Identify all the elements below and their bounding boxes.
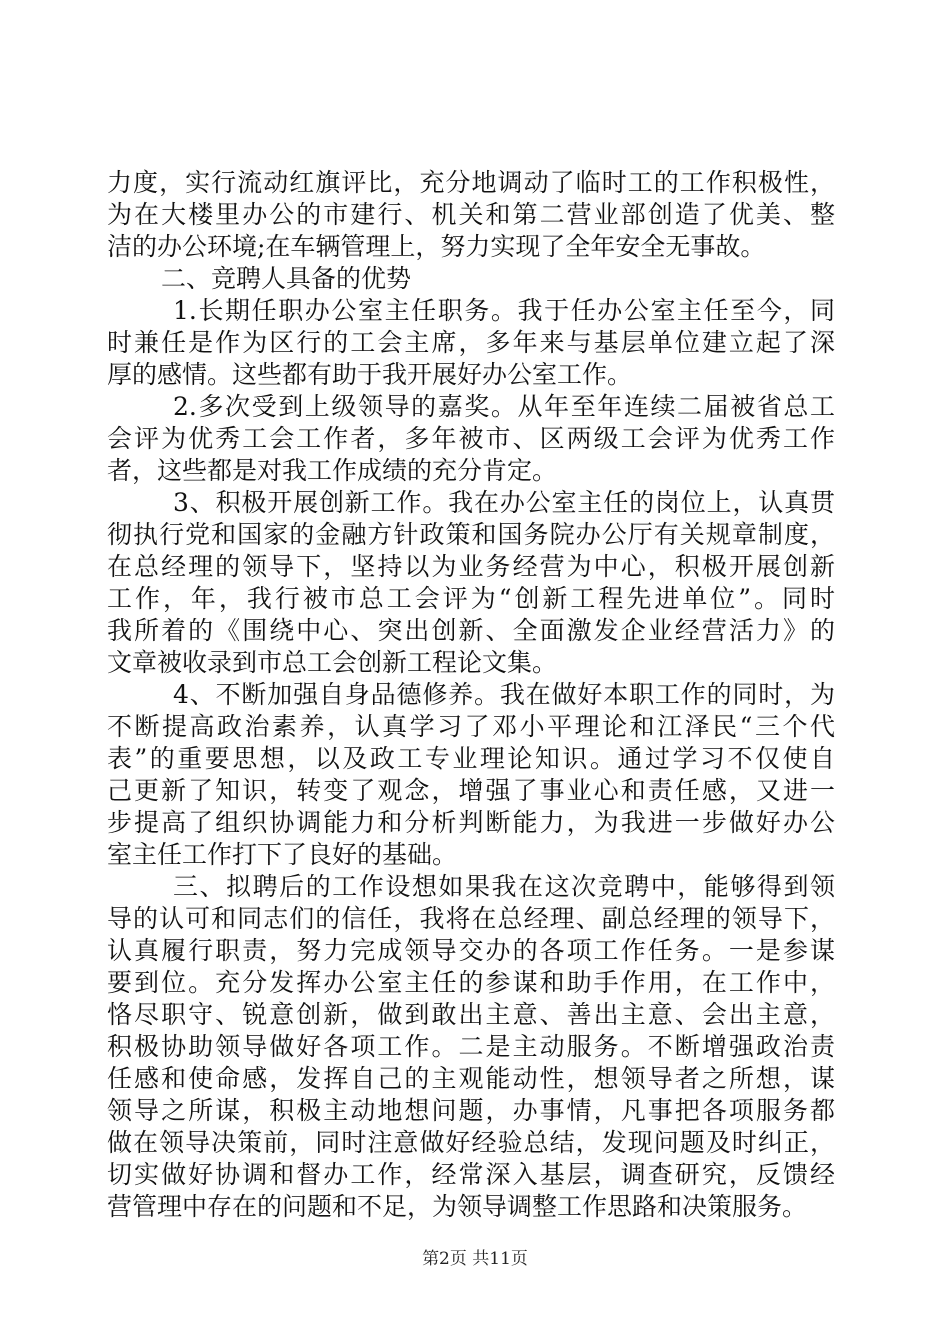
text-line: 己更新了知识，转变了观念，增强了事业心和责任感，又进一 — [107, 776, 835, 805]
text-line: 会评为优秀工会工作者，多年被市、区两级工会评为优秀工作 — [107, 424, 835, 453]
paragraph — [107, 679, 835, 871]
text-line: 彻执行党和国家的金融方针政策和国务院办公厅有关规章制度， — [107, 520, 835, 549]
paragraph — [107, 263, 835, 295]
text-line: 恪尽职守、锐意创新，做到敢出主意、善出主意、会出主意， — [107, 1000, 835, 1029]
document-body — [107, 167, 835, 1223]
text-line: 室主任工作打下了良好的基础。 — [107, 840, 458, 869]
text-line: 我所着的《围绕中心、突出创新、全面激发企业经营活力》的 — [107, 616, 835, 645]
text-line: 在总经理的领导下，坚持以为业务经营为中心，积极开展创新 — [107, 552, 835, 581]
page-footer — [0, 1244, 950, 1269]
text-line: 切实做好协调和督办工作，经常深入基层，调查研究，反馈经 — [107, 1160, 835, 1189]
paragraph — [107, 391, 835, 487]
text-line: 4、不断加强自身品德修养。我在做好本职工作的同时，为 — [173, 680, 835, 709]
text-line: 要到位。充分发挥办公室主任的参谋和助手作用，在工作中， — [107, 968, 835, 997]
text-line: 力度，实行流动红旗评比，充分地调动了临时工的工作积极性， — [107, 168, 835, 197]
text-line: 3、积极开展创新工作。我在办公室主任的岗位上，认真贯 — [173, 488, 835, 517]
text-line: 工作，年，我行被市总工会评为“创新工程先进单位”。同时 — [107, 584, 835, 613]
text-line: 营管理中存在的问题和不足，为领导调整工作思路和决策服务。 — [107, 1192, 808, 1221]
paragraph — [107, 295, 835, 391]
text-line: 不断提高政治素养，认真学习了邓小平理论和江泽民“三个代 — [107, 712, 835, 741]
text-line: 导的认可和同志们的信任，我将在总经理、副总经理的领导下， — [107, 904, 835, 933]
paragraph — [107, 871, 835, 1223]
text-line: 认真履行职责，努力完成领导交办的各项工作任务。一是参谋 — [107, 936, 835, 965]
text-line: 领导之所谋，积极主动地想问题，办事情，凡事把各项服务都 — [107, 1096, 835, 1125]
text-line: 积极协助领导做好各项工作。二是主动服务。不断增强政治责 — [107, 1032, 835, 1061]
page-number: 第2页 共11页 — [422, 1249, 528, 1269]
text-line: 为在大楼里办公的市建行、机关和第二营业部创造了优美、整 — [107, 200, 835, 229]
text-line: 者，这些都是对我工作成绩的充分肯定。 — [107, 456, 558, 485]
text-line: 时兼任是作为区行的工会主席，多年来与基层单位建立起了深 — [107, 328, 835, 357]
text-line: 三、拟聘后的工作设想如果我在这次竞聘中，能够得到领 — [173, 872, 835, 901]
text-line: 2.多次受到上级领导的嘉奖。从年至年连续二届被省总工 — [173, 392, 835, 421]
paragraph — [107, 487, 835, 679]
text-line: 步提高了组织协调能力和分析判断能力，为我进一步做好办公 — [107, 808, 835, 837]
text-line: 做在领导决策前，同时注意做好经验总结，发现问题及时纠正， — [107, 1128, 835, 1157]
text-line: 1.长期任职办公室主任职务。我于任办公室主任至今，同 — [173, 296, 835, 325]
text-line: 厚的感情。这些都有助于我开展好办公室工作。 — [107, 360, 633, 389]
text-line: 表”的重要思想，以及政工专业理论知识。通过学习不仅使自 — [107, 744, 835, 773]
text-line: 二、竞聘人具备的优势 — [161, 264, 412, 293]
paragraph — [107, 167, 835, 263]
text-line: 文章被收录到市总工会创新工程论文集。 — [107, 648, 558, 677]
text-line: 洁的办公环境;在车辆管理上，努力实现了全年安全无事故。 — [107, 232, 766, 261]
text-line: 任感和使命感，发挥自己的主观能动性，想领导者之所想，谋 — [107, 1064, 835, 1093]
